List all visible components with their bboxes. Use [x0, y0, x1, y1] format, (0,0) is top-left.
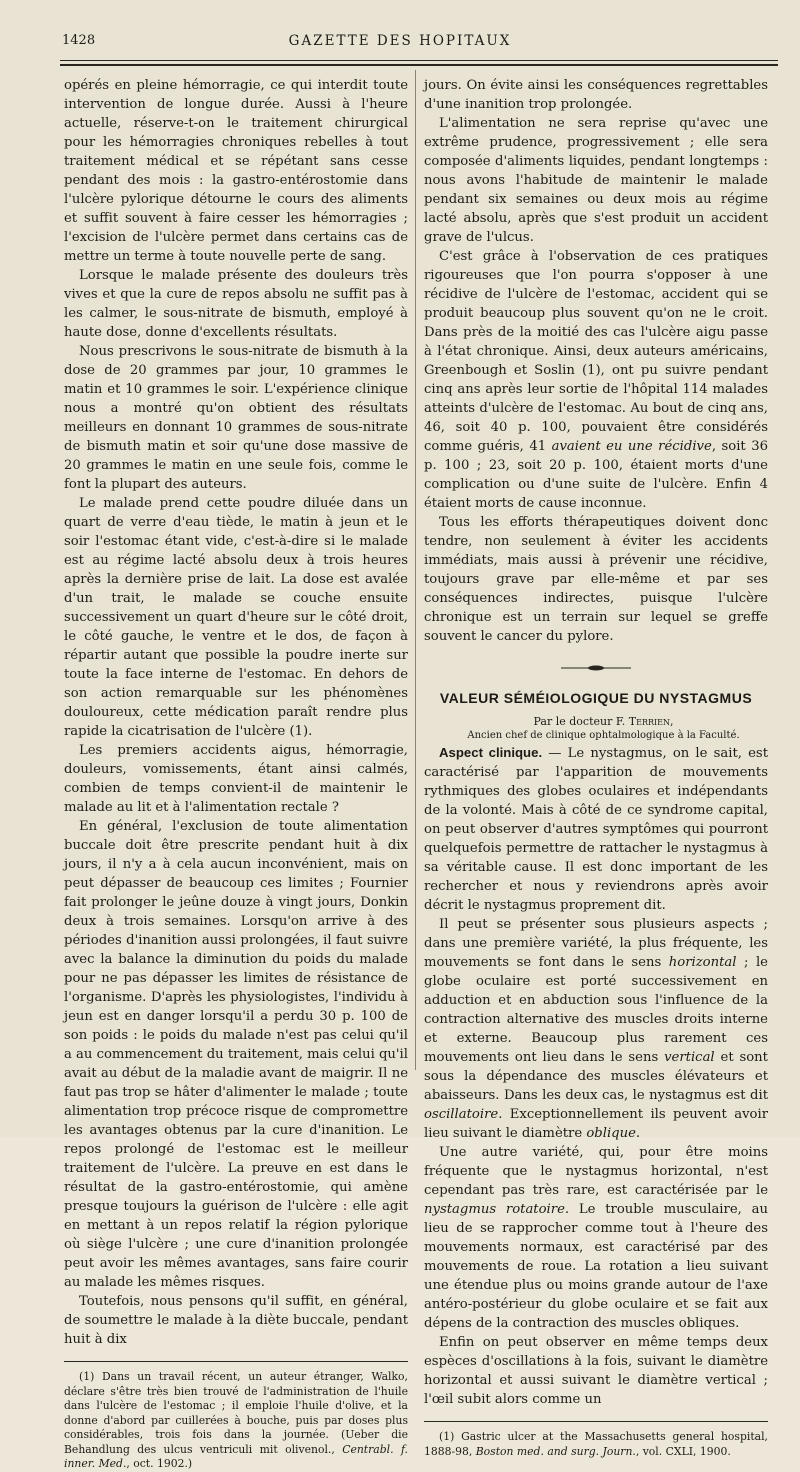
paragraph-text: Une autre variété, qui, pour être moins fréquente que le nystagmus horizontal, n'est cependant pas très rare, est caractérisée par le [424, 1145, 768, 1198]
paragraph-text-end: , soit 36 p. 100 ; 23, soit 20 p. 100, étaient morts d'une complication ou d'une suite de l'ulcère. Enfin 4 étaient morts de cause inconnue. [424, 439, 768, 511]
byline-suffix: , [670, 715, 674, 728]
footnote-text: (1) Gastric ulcer at the Massachusetts general hospital, 1888-98, [424, 1430, 768, 1458]
page-number: 1428 [62, 33, 96, 48]
paragraph [424, 915, 768, 1143]
paragraph: En général, l'exclusion de toute alimentation buccale doit être prescrite pendant huit à dix jours, il n'y a à cela aucun inconvénient, mais on peut dépasser de beaucoup ces limites ; Fournier fait prolonger le jeûne douze à vingt jours, Donkin deux à trois semaines. Lorsqu'on arrive à des périodes d'inanition aussi prolongées, il faut suivre avec la balance la diminution du poids du malade pour ne pas dépasser les limites de résistance de l'organisme. D'après les physiologistes, l'individu à jeun est en danger lorsqu'il a perdu 30 p. 100 de son poids : le poids du malade n'est pas celui qu'il a au commencement du traitement, mais celui qu'il avait au début de la maladie avant de maigrir. Il ne faut pas trop se hâter d'alimenter le malade ; toute alimentation trop précoce risque de compromettre les avantages obtenus par la cure d'inanition. Le repos prolongé de l'estomac est le meilleur traitement de l'ulcère. La preuve en est dans le résultat de la gastro-entérostomie, qui amène presque toujours la guérison de l'ulcère : elle agit en mettant à un repos relatif la région pylorique où siège l'ulcère ; une cure d'inanition prolongée peut avoir les mêmes avantages, sans faire courir au malade les mêmes risques. [64, 819, 408, 1290]
paragraph: Les premiers accidents aigus, hémorragie, douleurs, vomissements, étant ainsi calmés, combien de temps convient-il de maintenir le malade au lit et à l'alimentation rectale ? [64, 743, 408, 815]
paragraph: Enfin on peut observer en même temps deux espèces d'oscillations à la fois, suivant le diamètre horizontal et aussi suivant le diamètre vertical ; l'œil subit alors comme un [424, 1335, 768, 1407]
paragraph-text: . Le trouble musculaire, au lieu de se rapprocher comme tout à l'heure des mouvements normaux, est caractérisé par des mouvements de roue. La rotation a lieu suivant une étendue plus ou moins grande autour de l'axe antéro-postérieur du globe oculaire et se fait aux dépens de la contraction des muscles obliques. [424, 1202, 768, 1331]
footnote-text-end: , oct. 1902.) [126, 1457, 193, 1470]
paragraph: Nous prescrivons le sous-nitrate de bismuth à la dose de 20 grammes par jour, 10 grammes le matin et 10 grammes le soir. L'expérience clinique nous a montré qu'on obtient des résultats meilleurs en donnant 10 grammes de sous-nitrate de bismuth matin et soir qu'une dose massive de 20 grammes le matin en une seule fois, comme le font la plupart des auteurs. [64, 344, 408, 492]
paragraph [424, 1143, 768, 1333]
author-name: Terrien [628, 715, 670, 728]
separator-ornament-icon [561, 664, 631, 672]
paragraph [424, 247, 768, 513]
italic-phrase: avaient eu une récidive [551, 439, 712, 454]
italic-term: horizontal [668, 955, 737, 970]
paragraph: L'alimentation ne sera reprise qu'avec une extrême prudence, progressivement ; elle sera composée d'aliments liquides, pendant longtemps : nous avons l'habitude de maintenir le malade pendant six semaines ou deux mois au régime lacté absolu, après que s'est produit un accident grave de l'ulcus. [424, 116, 768, 245]
italic-term: nystagmus rotatoire [424, 1202, 565, 1217]
journal-title: GAZETTE DES HOPITAUX [288, 33, 512, 49]
article-byline [424, 714, 768, 729]
paragraph: jours. On évite ainsi les conséquences regrettables d'une inanition trop prolongée. [424, 78, 768, 112]
paragraph-text: C'est grâce à l'observation de ces pratiques rigoureuses que l'on pourra s'opposer à une récidive de l'ulcère de l'estomac, accident qui se produit beaucoup plus souvent qu'on ne le croit. Dans près de la moitié des cas l'ulcère aigu passe à l'état chronique. Ainsi, deux auteurs américains, Greenbough et Soslin (1), ont pu suivre pendant cinq ans après leur sortie de l'hôpital 114 malades atteints d'ulcère de l'estomac. Au bout de cinq ans, 46, soit 40 p. 100, pouvaient être considérés comme guéris, 41 [424, 249, 768, 454]
paragraph [424, 743, 768, 915]
italic-term: oscillatoire [424, 1107, 499, 1122]
footnote-rule [424, 1421, 768, 1422]
paragraph-text: ; le globe oculaire est porté successivement en adduction et en abduction sous l'influence de la contraction alternative des muscles droits interne et externe. Beaucoup plus rarement ces mouvements ont lieu dans le sens [424, 955, 768, 1065]
right-column [424, 76, 768, 1459]
byline-prefix: Par le docteur F. [533, 715, 629, 728]
footnote [64, 1370, 408, 1472]
footnote-text: (1) Dans un travail récent, un auteur étranger, Walko, déclare s'être très bien trouvé de l'administration de l'huile dans l'ulcère de l'estomac ; il emploie l'huile d'olive, et la donne d'abord par cuillerées à bouche, puis par doses plus considérables, trois fois dans la journée. (Ueber die Behandlung des ulcus ventriculi mit olivenol., [64, 1370, 408, 1456]
article-title: VALEUR SÉMÉIOLOGIQUE DU NYSTAGMUS [439, 690, 753, 706]
footnote [424, 1430, 768, 1459]
footnote-text-end: , vol. CXLI, 1900. [635, 1444, 731, 1458]
header-rule-thick [60, 64, 778, 66]
footnote-journal: Boston med. and surg. Journ. [475, 1444, 636, 1458]
column-divider [415, 70, 416, 1070]
paragraph: Toutefois, nous pensons qu'il suffit, en général, de soumettre le malade à la diète buccale, pendant huit à dix [64, 1294, 408, 1347]
left-column [64, 76, 408, 1472]
paragraph: Tous les efforts thérapeutiques doivent donc tendre, non seulement à éviter les accidents immédiats, mais aussi à prévenir une récidive, toujours grave par elle-même et par ses conséquences indirectes, puisque l'ulcère chronique est un terrain sur lequel se greffe souvent le cancer du pylore. [424, 515, 768, 644]
footnote-journal: Centrabl. f. inner. Med. [64, 1442, 408, 1470]
section-heading: Aspect clinique. [439, 745, 543, 760]
italic-term: vertical [664, 1050, 715, 1065]
paragraph-text: — Le nystagmus, on le sait, est caractérisé par l'apparition de mouvements rythmiques des globes oculaires et indépendants de la volonté. Mais à côté de ce syndrome capital, on peut observer d'autres symptômes qui pourront quelquefois permettre de rattacher le nystagmus à sa véritable cause. Il est donc important de les rechercher et nous y reviendrons après avoir décrit le nystagmus proprement dit. [424, 746, 768, 913]
author-affiliation: Ancien chef de clinique ophtalmologique à la Faculté. [467, 730, 740, 741]
header-rule [60, 60, 778, 61]
paragraph-text: . Exceptionnellement ils peuvent avoir lieu suivant le diamètre [424, 1107, 768, 1141]
paragraph-text: Il peut se présenter sous plusieurs aspects ; dans une première variété, la plus fréquente, les mouvements se font dans le sens [424, 917, 768, 970]
paragraph: Lorsque le malade présente des douleurs très vives et que la cure de repos absolu ne suffit pas à les calmer, le sous-nitrate de bismuth, employé à haute dose, donne d'excellents résultats. [64, 268, 408, 340]
paragraph: opérés en pleine hémorragie, ce qui interdit toute intervention de longue durée. Aussi à l'heure actuelle, réserve-t-on le traitement chirurgical pour les hémorragies chroniques rebelles à tout traitement médical et se répétant sans cesse pendant des mois : la gastro-entérostomie dans l'ulcère pylorique détourne le cours des aliments et suffit souvent à faire cesser les hémorragies ; l'excision de l'ulcère permet dans certains cas de mettre un terme à toute nouvelle perte de sang. [64, 78, 408, 264]
paragraph-text: . [635, 1126, 641, 1141]
italic-term: oblique [586, 1126, 636, 1141]
paragraph-text: et sont sous la dépendance des muscles élévateurs et abaisseurs. Dans les deux cas, le nystagmus est dit [424, 1050, 768, 1103]
footnote-rule [64, 1361, 408, 1362]
article-separator [424, 660, 768, 679]
paragraph: Le malade prend cette poudre diluée dans un quart de verre d'eau tiède, le matin à jeun et le soir l'estomac étant vide, c'est-à-dire si le malade est au régime lacté absolu deux à trois heures après la dernière prise de lait. La dose est avalée d'un trait, le malade se couche ensuite successivement un quart d'heure sur le côté droit, le côté gauche, le ventre et le dos, de façon à répartir autant que possible la poudre inerte sur toute la face interne de l'estomac. En dehors de son action remarquable sur les phénomènes douloureux, cette médication paraît rendre plus rapide la cicatrisation de l'ulcère (1). [64, 496, 408, 739]
